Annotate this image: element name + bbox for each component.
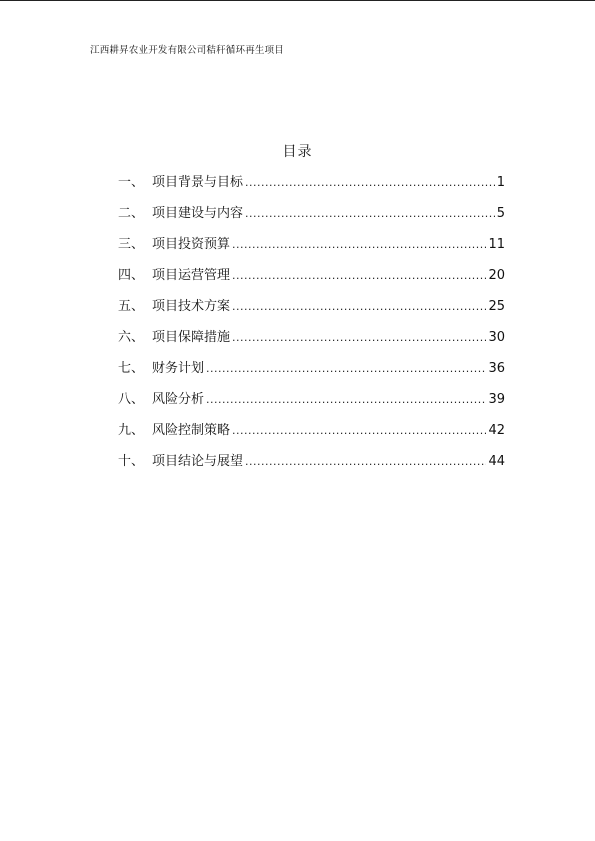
toc-entry-page: 36 — [488, 361, 505, 376]
toc-entry-4[interactable] — [118, 264, 505, 295]
toc-entry-number: 二、 — [118, 206, 145, 221]
toc-title: 目录 — [282, 144, 313, 160]
toc-entry-label: 项目保障措施 — [152, 330, 231, 345]
page-header: 江西耕昇农业开发有限公司秸秆循环再生项目 — [90, 45, 285, 56]
toc-dot-leader — [232, 424, 486, 437]
toc-entry-label: 项目运营管理 — [152, 268, 231, 283]
toc-entry-label: 项目技术方案 — [152, 299, 231, 314]
toc-entry-number: 一、 — [118, 175, 145, 190]
toc-entry-page: 44 — [488, 454, 505, 469]
toc-entry-page: 11 — [488, 237, 505, 252]
toc-entry-label: 风险分析 — [152, 392, 205, 407]
toc-entry-page: 5 — [496, 206, 505, 221]
top-border-line — [0, 0, 595, 1]
toc-entry-page: 25 — [488, 299, 505, 314]
toc-entry-label: 项目背景与目标 — [152, 175, 244, 190]
toc-entry-page: 20 — [488, 268, 505, 283]
toc-entry-5[interactable] — [118, 295, 505, 326]
toc-entry-page: 39 — [488, 392, 505, 407]
toc-dot-leader — [232, 300, 486, 313]
toc-entry-number: 六、 — [118, 330, 145, 345]
toc-entry-10[interactable] — [118, 450, 505, 481]
toc-entry-label: 项目建设与内容 — [152, 206, 244, 221]
toc-entry-number: 八、 — [118, 392, 145, 407]
toc-entry-label: 财务计划 — [152, 361, 205, 376]
toc-entry-9[interactable] — [118, 419, 505, 450]
toc-entry-6[interactable] — [118, 326, 505, 357]
toc-dot-leader — [206, 393, 486, 406]
table-of-contents — [118, 171, 505, 481]
toc-entry-number: 九、 — [118, 423, 145, 438]
toc-dot-leader — [245, 455, 486, 468]
toc-dot-leader — [245, 176, 495, 189]
toc-dot-leader — [245, 207, 495, 220]
toc-entry-label: 项目结论与展望 — [152, 454, 244, 469]
toc-entry-number: 四、 — [118, 268, 145, 283]
toc-entry-8[interactable] — [118, 388, 505, 419]
toc-entry-page: 30 — [488, 330, 505, 345]
toc-entry-page: 42 — [488, 423, 505, 438]
toc-dot-leader — [232, 331, 486, 344]
toc-entry-number: 五、 — [118, 299, 145, 314]
toc-entry-label: 项目投资预算 — [152, 237, 231, 252]
toc-entry-3[interactable] — [118, 233, 505, 264]
toc-entry-page: 1 — [496, 175, 505, 190]
toc-entry-number: 十、 — [118, 454, 145, 469]
toc-entry-7[interactable] — [118, 357, 505, 388]
toc-entry-number: 三、 — [118, 237, 145, 252]
toc-entry-2[interactable] — [118, 202, 505, 233]
toc-dot-leader — [206, 362, 486, 375]
toc-dot-leader — [232, 269, 486, 282]
toc-entry-1[interactable] — [118, 171, 505, 202]
toc-dot-leader — [232, 238, 486, 251]
toc-entry-number: 七、 — [118, 361, 145, 376]
toc-entry-label: 风险控制策略 — [152, 423, 231, 438]
